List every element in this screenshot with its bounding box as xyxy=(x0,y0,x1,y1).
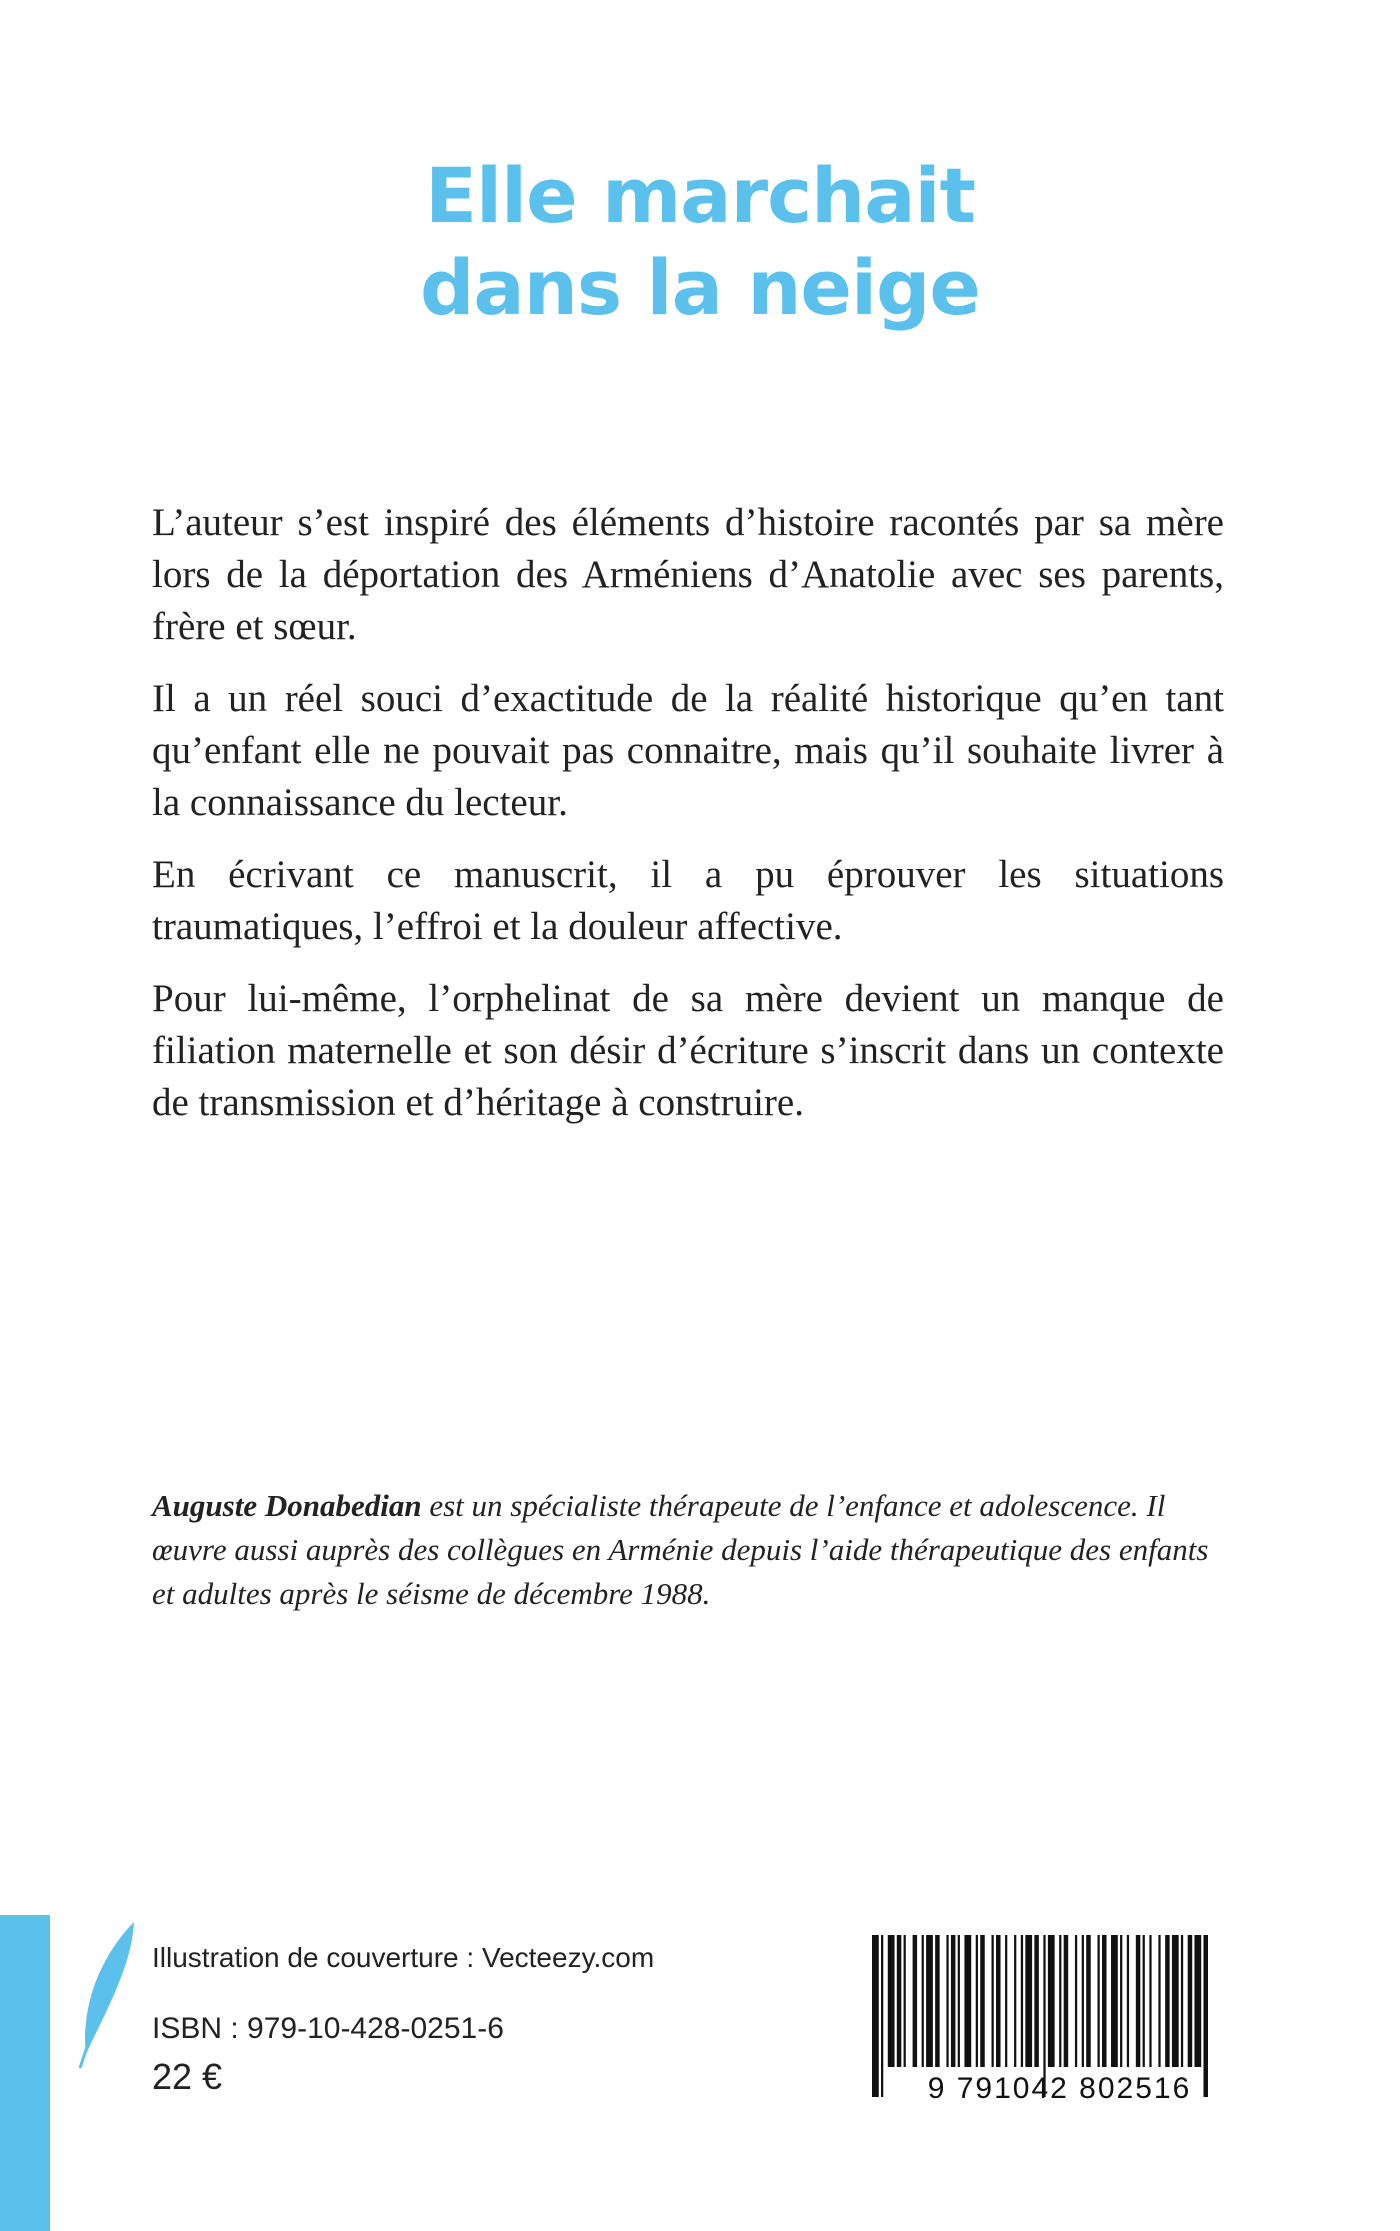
author-name: Auguste Donabedian xyxy=(152,1488,422,1523)
cover-credit: Illustration de couverture : Vecteezy.com xyxy=(152,1942,655,1973)
accent-bar xyxy=(0,1915,50,2231)
blurb-paragraph: L’auteur s’est inspiré des éléments d’histoire racontés par sa mère lors de la déportation des Arméniens d’Anatolie avec ses parents, frère et sœur. xyxy=(152,501,1224,648)
blurb xyxy=(152,497,1224,1149)
blurb-paragraph: Pour lui-même, l’orphelinat de sa mère devient un manque de filiation maternelle et son désir d’écriture s’inscrit dans un contexte de transmission et d’héritage à construire. xyxy=(152,977,1224,1124)
feather-icon xyxy=(76,1920,138,2070)
book-title xyxy=(0,150,1400,334)
blurb-paragraph: En écrivant ce manuscrit, il a pu éprouver les situations traumatiques, l’effroi et la douleur affective. xyxy=(152,853,1224,948)
blurb-paragraph: Il a un réel souci d’exactitude de la réalité historique qu’en tant qu’enfant elle ne pouvait pas connaitre, mais qu’il souhaite livrer à la connaissance du lecteur. xyxy=(152,677,1224,824)
author-bio xyxy=(152,1484,1224,1616)
barcode-digits: 9 791042 802516 xyxy=(927,2072,1192,2105)
book-title-line-2: dans la neige xyxy=(420,243,980,332)
price: 22 € xyxy=(152,2056,223,2097)
author-bio-text: est un spécialiste thérapeute de l’enfance et adolescence. Il œuvre aussi auprès des collègues en Arménie depuis l’aide thérapeutique des enfants et adultes après le séisme de décembre 1988. xyxy=(152,1488,1209,1611)
book-title-line-1: Elle marchait xyxy=(425,151,975,240)
isbn: ISBN : 979-10-428-0251-6 xyxy=(152,2012,504,2045)
